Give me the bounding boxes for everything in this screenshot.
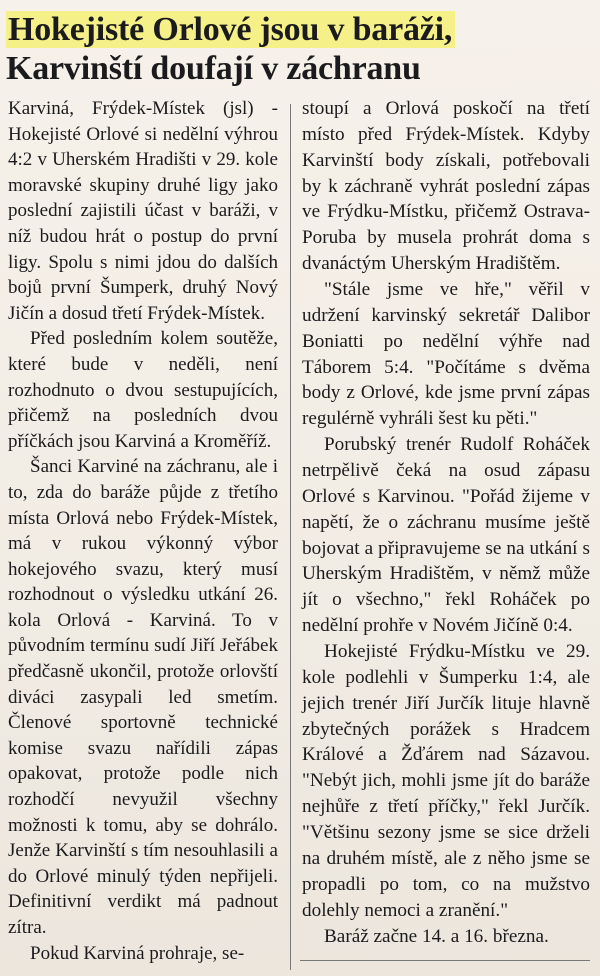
article-body [0,96,600,976]
left-column [8,96,278,966]
paragraph: stoupí a Orlová poskočí na třetí místo před Frýdek-Místek. Kdyby Karvinští body získali, potřebovali by k záchraně vyhrát poslední zápas ve Frýdku-Místku, přičemž Ostrava-Poruba by musela prohrát doma s dvanáctým Uherským Hradištěm. [302,98,590,275]
paragraph-dateline: Karviná, Frýdek-Místek (jsl) - Hokejisté Orlové si nedělní výhrou 4:2 v Uherském Hradišti v 29. kole moravské skupiny druhé ligy jako poslední zajistili účast v baráži, v níž budou hrát o postup do první ligy. Spolu s nimi jdou do dalších bojů první Šumperk, druhý Nový Jičín a dosud třetí Frýdek-Místek. [8,98,278,324]
headline-highlight: Hokejisté Orlové jsou v baráži, [6,11,455,48]
paragraph: Hokejisté Frýdku-Místku ve 29. kole podlehli v Šumperku 1:4, ale jejich trenér Jiří Jurčík lituje hlavně zbytečných porážek s Hradcem Králové a Žďárem nad Sázavou. "Nebýt jich, mohli jsme jít do baráže nejhůře z třetí příčky," řekl Jurčík. "Většinu sezony jsme se sice drželi na druhém místě, ale z něho jsme se propadli po tom, co na mužstvo dolehly nemoci a zranění." [302,641,590,921]
paragraph: Porubský trenér Rudolf Roháček netrpělivě čeká na osud zápasu Orlové s Karvinou. "Pořád žijeme v napětí, že o záchranu musíme ještě bojovat a připravujeme se na utkání s Uherským Hradištěm, v němž může jít o všechno," řekl Roháček po nedělní prohře v Novém Jičíně 0:4. [302,434,590,637]
right-column [302,96,590,949]
end-rule [300,960,590,961]
paragraph: Šanci Karviné na záchranu, ale i to, zda do baráže půjde z třetího místa Orlová nebo Frýdek-Místek, má v rukou výkonný výbor hokejového svazu, který musí rozhodnout o výsledku utkání 26. kola Orlová - Karviná. To v původním termínu sudí Jiří Jeřábek předčasně ukončil, protože orlovští diváci zasypali led smetím. Členové sportovně technické komise svazu nařídili zápas opakovat, protože podle nich rozhodčí nevyužil všechny možnosti k tomu, aby se dohrálo. Jenže Karvinští s tím nesouhlasili a do Orlové minulý týden nepřijeli. Definitivní verdikt má padnout zítra. [8,456,278,938]
headline-line-1 [6,10,596,49]
paragraph: Pokud Karviná prohraje, se- [30,942,245,964]
paragraph: Před posledním kolem soutěže, které bude v neděli, není rozhodnuto o dvou sestupujících, přičemž na posledních dvou příčkách jsou Karviná a Kroměříž. [8,328,278,452]
headline [6,10,596,88]
headline-line-2: Karvinští doufají v záchranu [6,50,421,87]
paragraph: "Stále jsme ve hře," věřil v udržení karvinský sekretář Dalibor Boniatti po nedělní výhře nad Táborem 5:4. "Počítáme s dvěma body z Orlové, kde jsme první zápas regulérně vyhráli šest ku pěti." [302,279,590,430]
paragraph-closing: Baráž začne 14. a 16. března. [324,925,549,947]
